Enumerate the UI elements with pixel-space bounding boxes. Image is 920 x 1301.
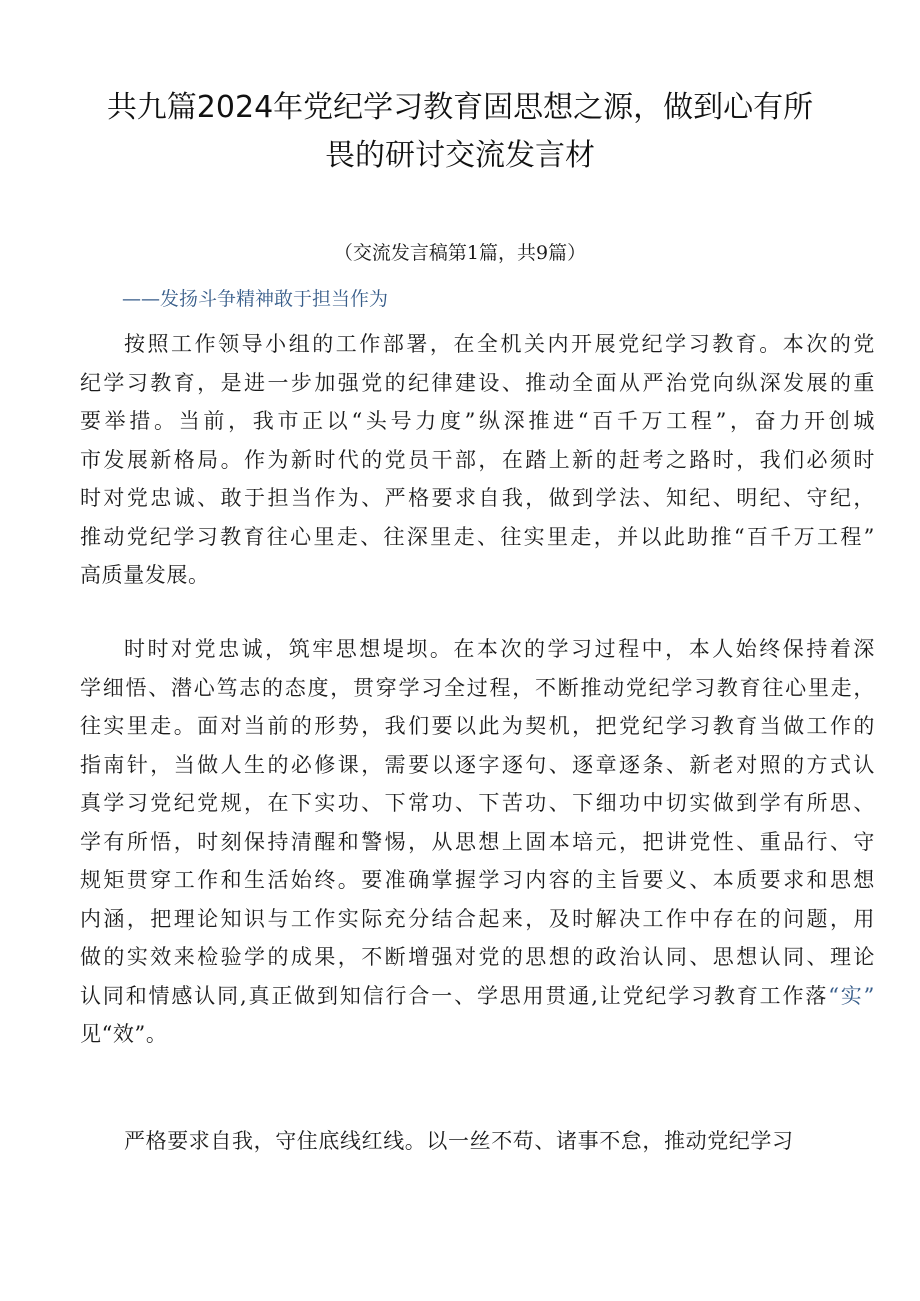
paragraph-line: 学细悟、潜心笃志的态度，贯穿学习全过程，不断推动党纪学习教育往心里走， (80, 675, 875, 700)
paragraph-line: 指南针，当做人生的必修课，需要以逐字逐句、逐章逐条、新老对照的方式认 (80, 752, 875, 777)
paragraph-line: 见“效”。 (80, 1022, 168, 1046)
paragraph-line: 严格要求自我，守住底线红线。以一丝不苟、诸事不怠，推动党纪学习 (124, 1129, 794, 1153)
paragraph-line-text: 认同和情感认同,真正做到知信行合一、学思用贯通,让党纪学习教育工作落 (80, 983, 829, 1008)
document-title (100, 84, 820, 180)
paragraph-line: 推动党纪学习教育往心里走、往深里走、往实里走，并以此助推“百千万工程” (80, 524, 875, 549)
section-theme: ——发扬斗争精神敢于担当作为 (122, 288, 389, 310)
paragraph-line: 时对党忠诚、敢于担当作为、严格要求自我，做到学法、知纪、明纪、守纪， (80, 486, 875, 510)
highlight-quote: “实” (828, 983, 875, 1008)
paragraph-line: 要举措。当前，我市正以“头号力度”纵深推进“百千万工程”，奋力开创城 (80, 409, 875, 433)
title-line-1: 共九篇2024年党纪学习教育固思想之源，做到心有所 (106, 90, 814, 125)
paragraph-line: 时时对党忠诚，筑牢思想堤坝。在本次的学习过程中，本人始终保持着深 (124, 637, 875, 661)
paragraph-line: 往实里走。面对当前的形势，我们要以此为契机，把党纪学习教育当做工作的 (80, 714, 875, 738)
paragraph-line: 学有所悟，时刻保持清醒和警惕，从思想上固本培元，把讲党性、重品行、守 (80, 829, 875, 854)
paragraph-line: 真学习党纪党规，在下实功、下常功、下苦功、下细功中切实做到学有所思、 (80, 791, 875, 815)
title-line-2: 畏的研讨交流发言材 (325, 138, 595, 173)
paragraph-line: 高质量发展。 (80, 563, 210, 587)
paragraph-line: 市发展新格局。作为新时代的党员干部，在踏上新的赶考之路时，我们必须时 (80, 447, 875, 472)
document-subtitle: （交流发言稿第1篇，共9篇） (333, 242, 587, 264)
paragraph-3 (80, 1122, 875, 1161)
paragraph-line: 内涵，把理论知识与工作实际充分结合起来，及时解决工作中存在的问题，用 (80, 906, 875, 931)
paragraph-line-with-quote (80, 977, 875, 1016)
paragraph-1 (80, 325, 875, 595)
paragraph-line: 按照工作领导小组的工作部署，在全机关内开展党纪学习教育。本次的党 (124, 332, 875, 356)
paragraph-line: 做的实效来检验学的成果，不断增强对党的思想的政治认同、思想认同、理论 (80, 945, 875, 969)
paragraph-line: 规矩贯穿工作和生活始终。要准确掌握学习内容的主旨要义、本质要求和思想 (80, 868, 875, 892)
paragraph-line: 纪学习教育，是进一步加强党的纪律建设、推动全面从严治党向纵深发展的重 (80, 370, 875, 395)
paragraph-2 (80, 630, 875, 1054)
